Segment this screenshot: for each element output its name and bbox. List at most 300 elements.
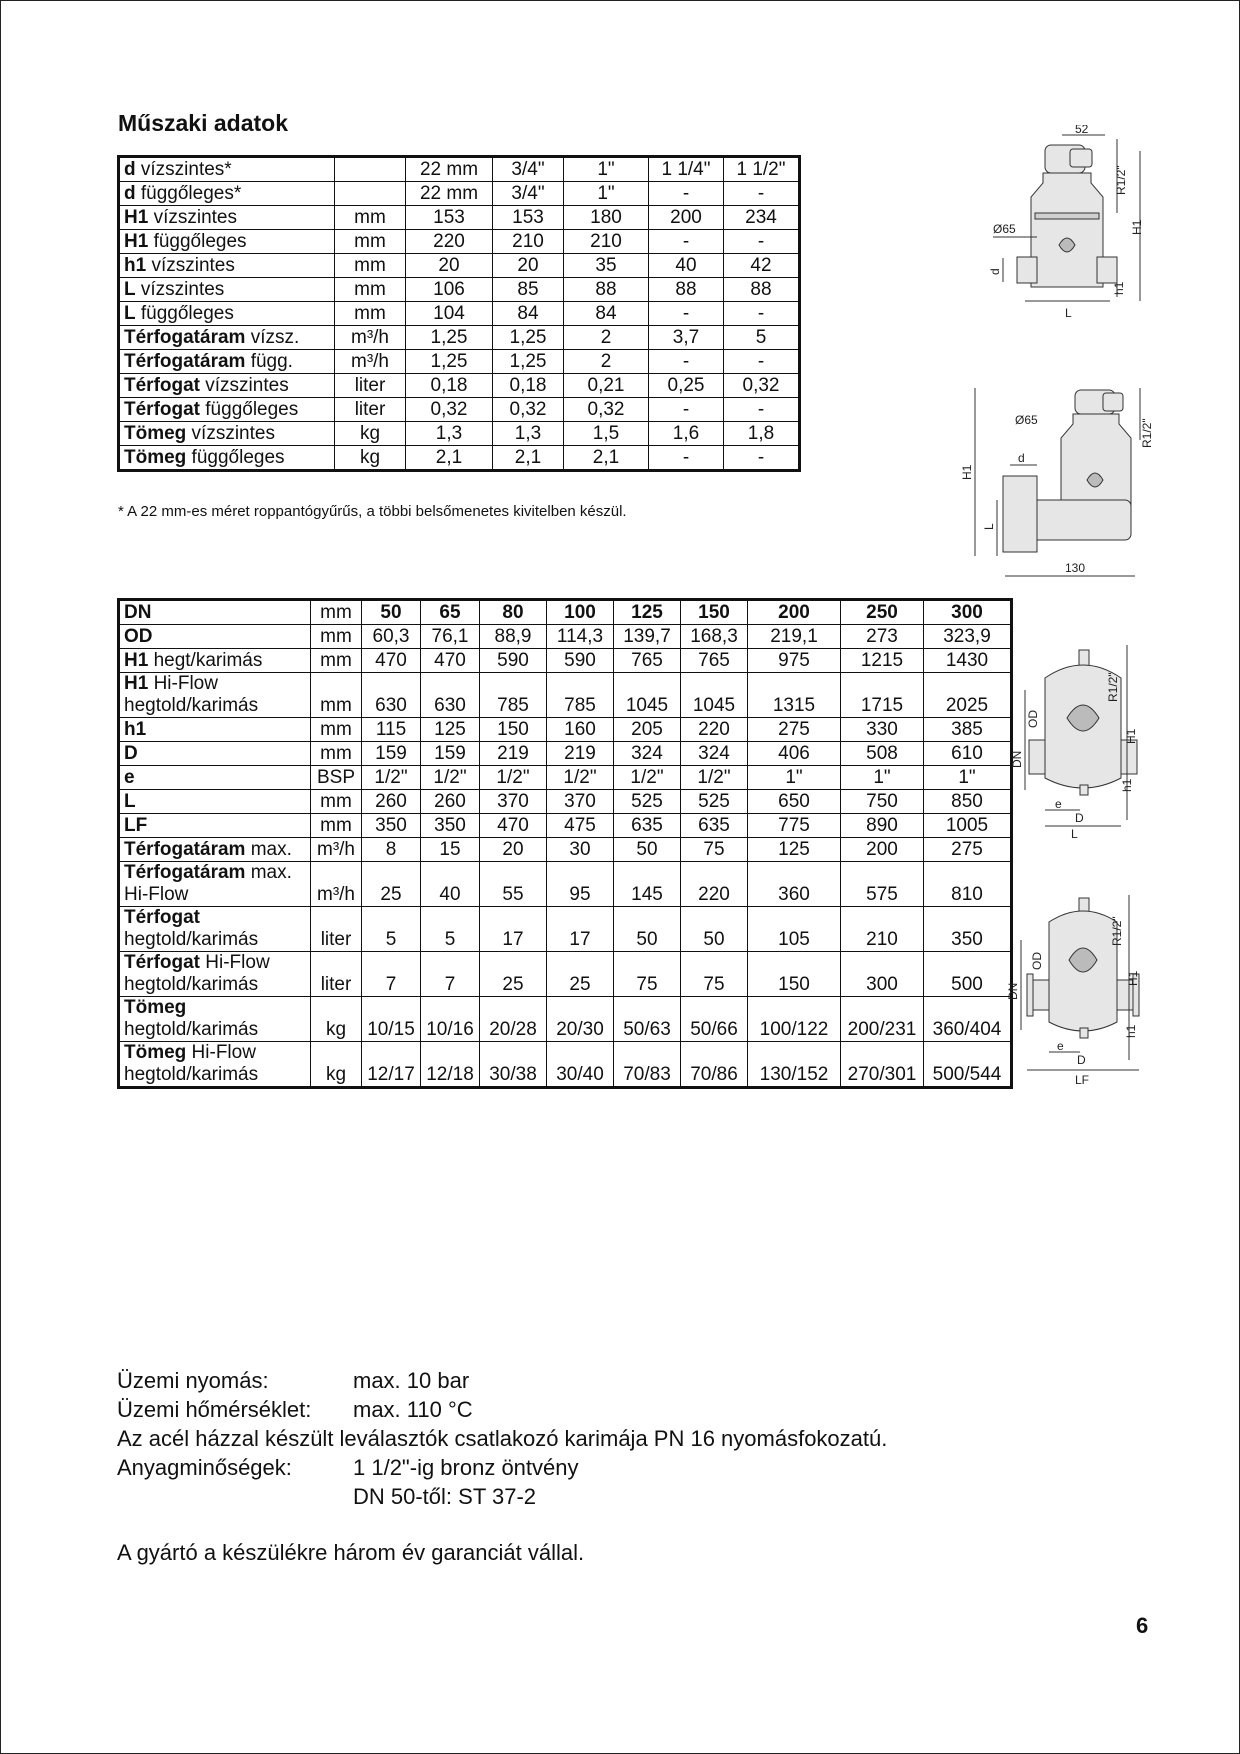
row-label — [119, 398, 335, 422]
table-cell: 159 — [421, 742, 480, 766]
table-cell: 2 — [564, 326, 649, 350]
row-unit — [335, 157, 406, 182]
table-cell: 200/231 — [841, 997, 924, 1042]
table-cell: 219 — [480, 742, 547, 766]
table-cell: 5 — [724, 326, 800, 350]
table-cell: - — [724, 398, 800, 422]
table-cell: 10/15 — [362, 997, 421, 1042]
table-row — [119, 997, 1012, 1042]
dim-D: D — [1075, 811, 1084, 825]
table-row — [119, 952, 1012, 997]
table-cell: 370 — [547, 790, 614, 814]
row-unit: mm — [311, 625, 362, 649]
table-cell: 219,1 — [748, 625, 841, 649]
table-cell: 1,25 — [493, 326, 564, 350]
table-cell: 635 — [614, 814, 681, 838]
table-cell: 20 — [493, 254, 564, 278]
table-cell: 765 — [614, 649, 681, 673]
steel-note: Az acél házzal készült leválasztók csatlakozó karimája PN 16 nyomásfokozatú. — [117, 1426, 888, 1451]
row-label-bold: LF — [124, 814, 148, 836]
table-cell: 75 — [681, 952, 748, 997]
row-label-bold: h1 — [124, 254, 147, 276]
table-row — [119, 326, 800, 350]
row-label — [119, 718, 311, 742]
table-cell: - — [649, 182, 724, 206]
diagram-flanged-separator — [1005, 890, 1140, 1090]
table-cell: 0,18 — [406, 374, 493, 398]
row-unit: mm — [335, 206, 406, 230]
table-cell: 350 — [362, 814, 421, 838]
row-unit: mm — [335, 254, 406, 278]
row-label-line2: hegtold/karimás — [124, 974, 259, 995]
table-row — [119, 302, 800, 326]
spec-key: Üzemi hőmérséklet: — [117, 1397, 312, 1422]
dim-h1: H1 — [1126, 970, 1140, 986]
table-cell: 1430 — [924, 649, 1012, 673]
row-label-bold: Tömeg — [124, 446, 187, 468]
table-cell: 5 — [362, 907, 421, 952]
row-label-rest: függőleges* — [135, 182, 242, 204]
table-cell: 180 — [564, 206, 649, 230]
dim-r: R1/2" — [1114, 165, 1128, 195]
header-label: DN — [119, 600, 311, 625]
table-cell: 350 — [924, 907, 1012, 952]
table-row — [119, 157, 800, 182]
dim-diameter: Ø65 — [993, 222, 1016, 236]
table-cell: 160 — [547, 718, 614, 742]
row-unit: mm — [311, 673, 362, 718]
row-label — [119, 673, 311, 718]
row-label-bold: L — [124, 790, 136, 812]
row-label — [119, 278, 335, 302]
spec-value: DN 50-től: ST 37-2 — [353, 1484, 537, 1509]
row-label-rest: függőleges — [200, 398, 299, 420]
row-label-bold: D — [124, 742, 138, 764]
table-cell: 610 — [924, 742, 1012, 766]
table-cell: 20/30 — [547, 997, 614, 1042]
table-cell: 300 — [841, 952, 924, 997]
row-label — [119, 302, 335, 326]
table-cell: 330 — [841, 718, 924, 742]
dim-r: R1/2" — [1110, 916, 1124, 946]
table-cell: - — [724, 230, 800, 254]
dim-D: D — [1077, 1053, 1086, 1067]
table-cell: 1" — [564, 157, 649, 182]
row-label — [119, 157, 335, 182]
spec-key: Üzemi nyomás: — [117, 1368, 269, 1393]
row-label-bold: Térfogatáram — [124, 862, 246, 883]
footnote: * A 22 mm-es méret roppantógyűrűs, a többi belsőmenetes kivitelben készül. — [118, 503, 627, 520]
table-cell: 210 — [493, 230, 564, 254]
row-label-bold: H1 — [124, 649, 149, 671]
table-cell: 50/63 — [614, 997, 681, 1042]
dim-h-small: h1 — [1124, 1024, 1138, 1038]
table-cell: - — [649, 302, 724, 326]
table-cell: 260 — [421, 790, 480, 814]
table-cell: 12/18 — [421, 1042, 480, 1088]
table-cell: 1,6 — [649, 422, 724, 446]
row-label — [119, 649, 311, 673]
table-cell: 105 — [748, 907, 841, 952]
table-cell: 0,32 — [493, 398, 564, 422]
table-cell: 200 — [649, 206, 724, 230]
table-cell: 575 — [841, 862, 924, 907]
table-cell: 50 — [681, 907, 748, 952]
dim-diameter: Ø65 — [1015, 413, 1038, 427]
table-cell: 50/66 — [681, 997, 748, 1042]
row-unit: kg — [335, 446, 406, 471]
row-label-rest: vízszintes — [148, 206, 237, 228]
table-cell: 20/28 — [480, 997, 547, 1042]
dim-h1: H1 — [1124, 728, 1138, 744]
row-label-rest: vízszintes — [186, 422, 275, 444]
table-cell: 785 — [480, 673, 547, 718]
table-cell: 850 — [924, 790, 1012, 814]
header-dn-cell: 50 — [362, 600, 421, 625]
row-unit: mm — [335, 230, 406, 254]
table-cell: 30/38 — [480, 1042, 547, 1088]
header-dn-cell: 80 — [480, 600, 547, 625]
row-label-bold: h1 — [124, 718, 147, 740]
dim-h-small: h1 — [1120, 778, 1134, 792]
table-cell: 630 — [421, 673, 480, 718]
table-cell: 500/544 — [924, 1042, 1012, 1088]
table-cell: 76,1 — [421, 625, 480, 649]
row-unit: kg — [311, 997, 362, 1042]
diagram-vertical-separator — [955, 380, 1155, 580]
table-cell: 1" — [564, 182, 649, 206]
table-cell: 168,3 — [681, 625, 748, 649]
table-cell: 0,32 — [406, 398, 493, 422]
row-label-rest: max. — [245, 838, 292, 860]
dim-d: d — [1018, 451, 1025, 465]
table-cell: 100/122 — [748, 997, 841, 1042]
row-unit: BSP — [311, 766, 362, 790]
table-row — [119, 814, 1012, 838]
table-cell: 775 — [748, 814, 841, 838]
row-unit: kg — [335, 422, 406, 446]
table-cell: 3/4" — [493, 182, 564, 206]
table-cell: 0,32 — [564, 398, 649, 422]
row-label — [119, 422, 335, 446]
table-cell: 1 1/2" — [724, 157, 800, 182]
diagram-welded-separator — [1005, 640, 1140, 840]
table-cell: - — [724, 446, 800, 471]
row-label-bold: Térfogatáram — [124, 326, 246, 348]
table-cell: 2 — [564, 350, 649, 374]
table-cell: 1,3 — [406, 422, 493, 446]
table-cell: 159 — [362, 742, 421, 766]
table-cell: 323,9 — [924, 625, 1012, 649]
header-unit: mm — [311, 600, 362, 625]
table-cell: 75 — [681, 838, 748, 862]
table-cell: 890 — [841, 814, 924, 838]
table-cell: 210 — [841, 907, 924, 952]
table-cell: 275 — [924, 838, 1012, 862]
row-unit: mm — [335, 302, 406, 326]
table-cell: 84 — [493, 302, 564, 326]
table-cell: 104 — [406, 302, 493, 326]
table-cell: 25 — [480, 952, 547, 997]
row-label-rest: függőleges — [148, 230, 247, 252]
row-label — [119, 625, 311, 649]
table-row — [119, 230, 800, 254]
row-label-bold: Térfogat — [124, 398, 200, 420]
row-label-rest: vízszintes — [146, 254, 235, 276]
dim-lf: LF — [1075, 1073, 1090, 1087]
table-cell: 220 — [681, 862, 748, 907]
dim-l: L — [982, 523, 996, 530]
row-label-bold: H1 — [124, 230, 149, 252]
table-cell: 785 — [547, 673, 614, 718]
operating-specs — [117, 1366, 887, 1511]
row-unit: m³/h — [335, 326, 406, 350]
flanged-separator-spec-table — [117, 598, 1013, 1089]
table-row — [119, 862, 1012, 907]
row-label-rest: Hi-Flow — [148, 673, 218, 694]
table-cell: 5 — [421, 907, 480, 952]
table-cell: 106 — [406, 278, 493, 302]
table-cell: 1715 — [841, 673, 924, 718]
row-label-bold: Térfogatáram — [124, 838, 246, 860]
table-cell: 810 — [924, 862, 1012, 907]
table-cell: 84 — [564, 302, 649, 326]
row-label-bold: L — [124, 278, 136, 300]
row-label — [119, 446, 335, 471]
diagram-horizontal-separator — [965, 125, 1145, 325]
table-cell: 145 — [614, 862, 681, 907]
row-label — [119, 766, 311, 790]
row-label-rest: vízszintes* — [135, 158, 232, 180]
row-unit: liter — [335, 374, 406, 398]
header-dn-cell: 125 — [614, 600, 681, 625]
row-label-bold: Térfogatáram — [124, 350, 246, 372]
table-cell: 1,5 — [564, 422, 649, 446]
spec-key: Anyagminőségek: — [117, 1455, 292, 1480]
table-cell: 2,1 — [564, 446, 649, 471]
row-unit: liter — [335, 398, 406, 422]
table-cell: 270/301 — [841, 1042, 924, 1088]
row-label-line2: hegtold/karimás — [124, 695, 259, 716]
row-unit: m³/h — [311, 862, 362, 907]
page-title: Műszaki adatok — [118, 110, 288, 136]
row-label-line2: Hi-Flow — [124, 884, 189, 905]
table-cell: 210 — [564, 230, 649, 254]
table-cell: 508 — [841, 742, 924, 766]
page-number: 6 — [1136, 1613, 1149, 1638]
table-cell: 350 — [421, 814, 480, 838]
table-cell: 153 — [493, 206, 564, 230]
table-cell: 85 — [493, 278, 564, 302]
row-label-bold: H1 — [124, 206, 149, 228]
table-cell: 406 — [748, 742, 841, 766]
table-cell: - — [724, 350, 800, 374]
table-cell: 60,3 — [362, 625, 421, 649]
table-cell: 2,1 — [406, 446, 493, 471]
row-unit: liter — [311, 952, 362, 997]
table-cell: 385 — [924, 718, 1012, 742]
dim-r: R1/2" — [1140, 418, 1154, 448]
table-cell: 130/152 — [748, 1042, 841, 1088]
table-cell: 205 — [614, 718, 681, 742]
table-cell: 750 — [841, 790, 924, 814]
table-cell: 324 — [681, 742, 748, 766]
table-cell: 630 — [362, 673, 421, 718]
table-row — [119, 649, 1012, 673]
table-cell: 1005 — [924, 814, 1012, 838]
dim-e: e — [1055, 797, 1062, 811]
table-cell: 10/16 — [421, 997, 480, 1042]
table-cell: 8 — [362, 838, 421, 862]
spec-row-material — [117, 1453, 887, 1482]
table-cell: 1045 — [681, 673, 748, 718]
table-cell: 115 — [362, 718, 421, 742]
dim-top: 52 — [1075, 125, 1089, 136]
row-unit — [335, 182, 406, 206]
table-cell: 2,1 — [493, 446, 564, 471]
table-header-row — [119, 600, 1012, 625]
table-cell: 1" — [841, 766, 924, 790]
table-cell: 0,18 — [493, 374, 564, 398]
row-unit: mm — [311, 718, 362, 742]
row-unit: mm — [311, 742, 362, 766]
table-row — [119, 254, 800, 278]
row-label-bold: H1 — [124, 673, 149, 694]
spec-row-pressure — [117, 1366, 887, 1395]
row-label — [119, 814, 311, 838]
table-row — [119, 182, 800, 206]
row-label — [119, 326, 335, 350]
table-cell: 360 — [748, 862, 841, 907]
table-cell: 114,3 — [547, 625, 614, 649]
table-cell: 635 — [681, 814, 748, 838]
dim-l: L — [1071, 827, 1078, 840]
table-row — [119, 625, 1012, 649]
row-label-rest: Hi-Flow — [186, 1042, 256, 1063]
table-cell: 95 — [547, 862, 614, 907]
dim-od: OD — [1030, 952, 1044, 970]
dim-dn: DN — [1010, 750, 1024, 768]
row-label-bold: Térfogat — [124, 907, 200, 928]
table-cell: 1/2" — [421, 766, 480, 790]
table-cell: 42 — [724, 254, 800, 278]
table-cell: 88,9 — [480, 625, 547, 649]
table-row — [119, 838, 1012, 862]
table-row — [119, 446, 800, 471]
table-cell: 55 — [480, 862, 547, 907]
table-cell: 590 — [547, 649, 614, 673]
row-label-rest: vízszintes — [200, 374, 289, 396]
table-cell: 25 — [547, 952, 614, 997]
header-dn-cell: 200 — [748, 600, 841, 625]
row-label-bold: L — [124, 302, 136, 324]
table-cell: 150 — [480, 718, 547, 742]
table-cell: 234 — [724, 206, 800, 230]
row-label-rest: Hi-Flow — [200, 952, 270, 973]
table-cell: 25 — [362, 862, 421, 907]
row-unit: mm — [311, 814, 362, 838]
table-cell: 975 — [748, 649, 841, 673]
table-cell: 88 — [724, 278, 800, 302]
table-cell: 0,21 — [564, 374, 649, 398]
table-cell: 50 — [614, 907, 681, 952]
row-label — [119, 350, 335, 374]
table-cell: - — [724, 182, 800, 206]
table-cell: 765 — [681, 649, 748, 673]
dim-l: L — [1065, 306, 1072, 320]
table-cell: 7 — [421, 952, 480, 997]
row-unit: m³/h — [335, 350, 406, 374]
table-row — [119, 1042, 1012, 1088]
dim-bottom: 130 — [1065, 561, 1086, 575]
dim-h-small: h1 — [1112, 281, 1126, 295]
row-unit: mm — [311, 790, 362, 814]
spec-row-temperature — [117, 1395, 887, 1424]
row-label-bold: d — [124, 158, 136, 180]
row-label-line2: hegtold/karimás — [124, 1019, 259, 1040]
table-cell: - — [649, 398, 724, 422]
table-cell: - — [649, 350, 724, 374]
table-cell: 1/2" — [480, 766, 547, 790]
table-cell: 1,25 — [493, 350, 564, 374]
row-label-bold: e — [124, 766, 135, 788]
table-row — [119, 278, 800, 302]
table-cell: - — [649, 446, 724, 471]
table-cell: 1/2" — [614, 766, 681, 790]
spec-value: 1 1/2"-ig bronz öntvény — [353, 1455, 579, 1480]
row-label — [119, 907, 311, 952]
table-row — [119, 718, 1012, 742]
table-cell: 1" — [748, 766, 841, 790]
row-label-rest: max. — [245, 862, 292, 883]
row-label-rest: függ. — [245, 350, 293, 372]
table-row — [119, 907, 1012, 952]
table-cell: 1,8 — [724, 422, 800, 446]
table-cell: 7 — [362, 952, 421, 997]
table-cell: 22 mm — [406, 182, 493, 206]
row-unit: mm — [335, 278, 406, 302]
spec-value: max. 10 bar — [353, 1368, 470, 1393]
header-dn-cell: 300 — [924, 600, 1012, 625]
dim-dn: DN — [1006, 982, 1020, 1000]
table-cell: 324 — [614, 742, 681, 766]
row-label-rest: függőleges — [186, 446, 285, 468]
table-cell: 275 — [748, 718, 841, 742]
table-cell: 20 — [406, 254, 493, 278]
row-unit: m³/h — [311, 838, 362, 862]
table-cell: 12/17 — [362, 1042, 421, 1088]
spec-value: max. 110 °C — [353, 1397, 473, 1422]
table-row — [119, 422, 800, 446]
table-cell: 0,25 — [649, 374, 724, 398]
table-cell: 650 — [748, 790, 841, 814]
row-label — [119, 742, 311, 766]
row-label — [119, 254, 335, 278]
dim-e: e — [1057, 1039, 1064, 1053]
table-cell: 88 — [649, 278, 724, 302]
row-unit: kg — [311, 1042, 362, 1088]
table-cell: 30 — [547, 838, 614, 862]
table-cell: 40 — [421, 862, 480, 907]
row-label-rest: vízszintes — [135, 278, 225, 300]
table-cell: 1/2" — [681, 766, 748, 790]
table-cell: 273 — [841, 625, 924, 649]
table-cell: 17 — [480, 907, 547, 952]
table-cell: 1" — [924, 766, 1012, 790]
table-cell: 1315 — [748, 673, 841, 718]
table-row — [119, 206, 800, 230]
table-row — [119, 374, 800, 398]
